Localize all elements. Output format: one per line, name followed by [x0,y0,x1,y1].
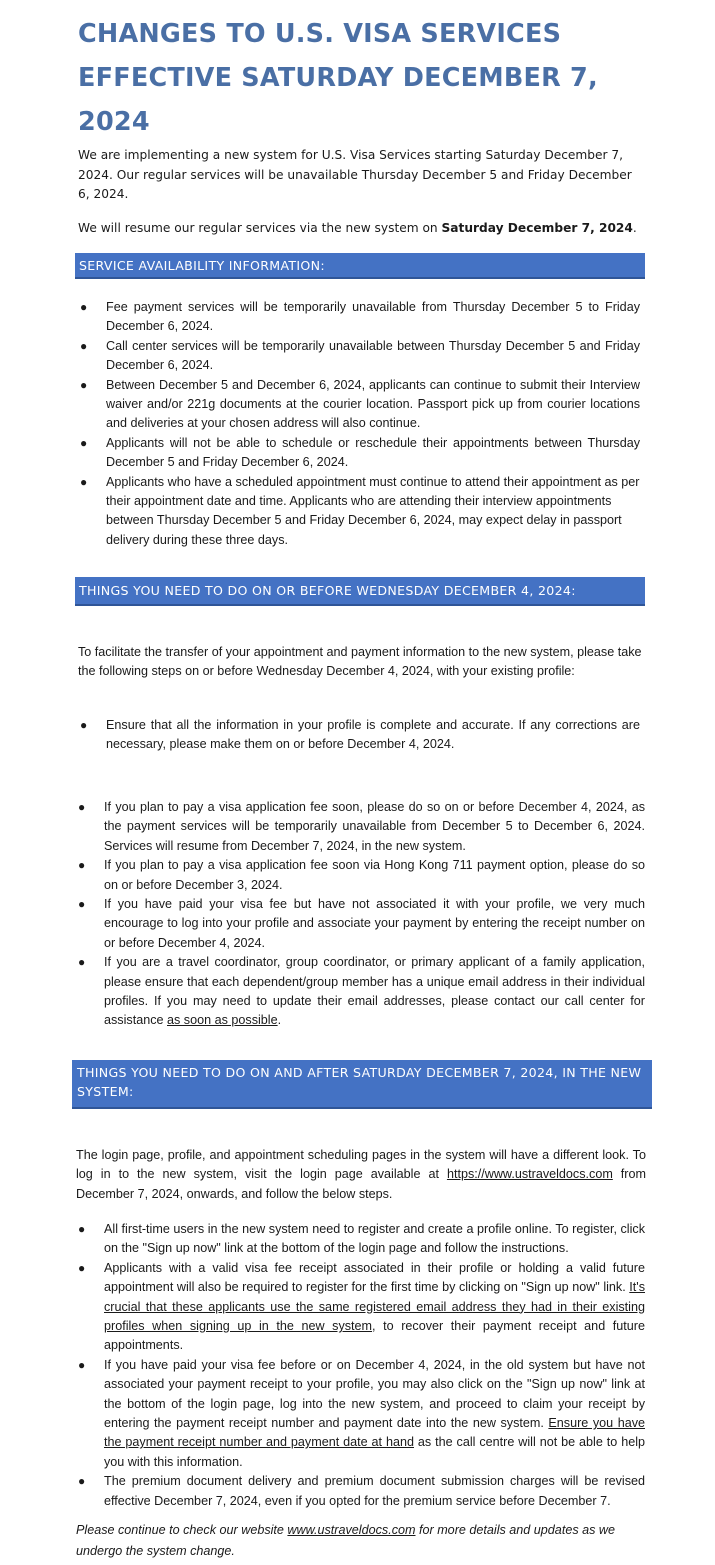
before-dec-4-intro: To facilitate the transfer of your appointment and payment information to the new system, please take the following steps on or before Wednesday December 4, 2024, with your existing profile: [78,645,642,679]
list-item [78,1356,645,1472]
list-item-text: The premium document delivery and premium document submission charges will be revised effective December 7, 2024, even if you opted for the premium service before December 7. [104,1474,645,1508]
section-heading-service-availability: SERVICE AVAILABILITY INFORMATION: [75,253,645,277]
intro-text: The login page, profile, and appointment scheduling pages in the system will have a different look. To log in to the new system, visit the login page available at [76,1148,646,1182]
bullet-icon: ● [78,897,86,912]
bullet-icon: ● [80,474,88,489]
bullet-icon: ● [80,300,88,314]
list-item [78,856,645,895]
closing-end: for more details and updates as we undergo the system change. [76,1523,616,1558]
closing-note [76,1520,656,1562]
list-item [78,895,645,953]
ustraveldocs-link[interactable]: https://www.ustraveldocs.com [446,1167,613,1182]
list-item-text: Ensure that all the information in your profile is complete and accurate. If any corrections are necessary, please make them on or before December 4, 2024. [106,718,640,752]
list-item [80,376,640,434]
list-item-text: Call center services will be temporarily unavailable between Thursday December 5 and Friday December 6, 2024. [106,338,640,373]
email-instruction-underlined: It's crucial that these applicants use the same registered email address they had in their existing profiles when signing up in the new system [104,1280,645,1334]
bullet-icon: ● [80,338,88,353]
closing-text: Please continue to check our website [76,1523,288,1537]
website-link[interactable]: www.ustraveldocs.com [287,1523,416,1537]
list-item [78,1220,645,1259]
bullet-icon: ● [80,377,88,392]
list-item-text: Applicants will not be able to schedule or reschedule their appointments between Thursday December 5 and Friday December 6, 2024. [106,435,640,470]
list-item [80,298,640,337]
profile-check-list [80,716,640,755]
list-item-text: If you plan to pay a visa application fee soon, please do so on or before December 4, 2024, as the payment services will be temporarily unavailable from December 5 to December 6, 2024. Services will resume from December 7, 2024, in the new system. [104,800,645,853]
resume-paragraph [78,219,678,239]
after-dec-7-intro [76,1146,646,1204]
list-item [78,953,645,1031]
list-item-text: Fee payment services will be temporarily unavailable from Thursday December 5 to Friday December 6, 2024. [106,300,640,334]
bullet-icon: ● [78,800,86,814]
resume-end: . [632,221,637,235]
list-item-text: Between December 5 and December 6, 2024, applicants can continue to submit their Interview waiver and/or 221g documents at the courier location. Passport pick up from courier locations and deliveries at your chosen address will also continue. [106,377,640,431]
list-item-end: as the call centre will not be able to help you with this information. [104,1435,645,1469]
list-item-text: If you have paid your visa fee but have not associated it with your profile, we very much encourage to log into your profile and associate your payment by entering the receipt number on or before December 4, 2024. [104,897,645,950]
bullet-icon: ● [80,435,88,450]
list-item [80,716,640,755]
section-heading-after-dec-7: THINGS YOU NEED TO DO ON AND AFTER SATURDAY DECEMBER 7, 2024, IN THE NEW SYSTEM: [72,1060,652,1107]
receipt-instruction-underlined: Ensure you have the payment receipt number and payment date at hand [104,1416,645,1450]
bullet-icon: ● [80,718,88,732]
service-availability-list [80,298,640,550]
resume-date: Saturday December 7, 2024 [441,221,633,235]
section-heading-before-dec-4: THINGS YOU NEED TO DO ON OR BEFORE WEDNESDAY DECEMBER 4, 2024: [75,577,645,604]
list-item-text: Applicants with a valid visa fee receipt associated in their profile or holding a valid future appointment will also be required to register for the first time by clicking on "Sign up now" link. [104,1260,645,1295]
list-item-text: All first-time users in the new system need to register and create a profile online. To register, click on the "Sign up now" link at the bottom of the login page and follow the instructions. [104,1222,645,1256]
list-item [80,337,640,376]
list-item [78,1472,645,1511]
list-item-end: . [277,1013,282,1028]
list-item-text: Applicants who have a scheduled appointment must continue to attend their appointment as per their appointment date and time. Applicants who are attending their interview appointments between Thursday December 5 and Friday December 6, 2024, may expect delay in passport delivery during these three days. [106,474,640,547]
list-item-end: , to recover their payment receipt and future appointments. [104,1319,645,1353]
list-item [80,473,640,551]
new-system-steps-list [78,1220,645,1511]
list-item-text: If you have paid your visa fee before or on December 4, 2024, in the old system but have not associated your payment receipt to your profile, you may also click on the "Sign up now" link at the bottom of the login page, log into the new system, and proceed to claim your receipt by entering the payment receipt number and payment date into the new system. [104,1357,645,1431]
page-title: CHANGES TO U.S. VISA SERVICES EFFECTIVE SATURDAY DECEMBER 7, 2024 [78,19,598,137]
resume-text: We will resume our regular services via the new system on [78,221,442,235]
payment-steps-list [78,798,645,1031]
list-item-text: If you plan to pay a visa application fee soon via Hong Kong 711 payment option, please do so on or before December 3, 2024. [104,858,645,892]
list-item [78,798,645,856]
bullet-icon: ● [78,858,86,873]
bullet-icon: ● [78,1357,86,1372]
intro-end: from December 7, 2024, onwards, and follow the below steps. [76,1167,646,1201]
list-item [80,434,640,473]
bullet-icon: ● [78,955,86,970]
bullet-icon: ● [78,1260,86,1275]
list-item-text: If you are a travel coordinator, group coordinator, or primary applicant of a family application, please ensure that each dependent/group member has a unique email address in their individual profiles. If you may need to update their email addresses, please contact our call center for assistance [104,955,645,1028]
as-soon-as-possible-link[interactable]: as soon as possible [167,1013,278,1028]
bullet-icon: ● [78,1474,86,1489]
list-item [78,1259,645,1356]
bullet-icon: ● [78,1222,86,1236]
intro-paragraph: We are implementing a new system for U.S. Visa Services starting Saturday December 7, 2024. Our regular services will be unavailable Thursday December 5 and Friday December 6, 2024. [78,148,632,201]
